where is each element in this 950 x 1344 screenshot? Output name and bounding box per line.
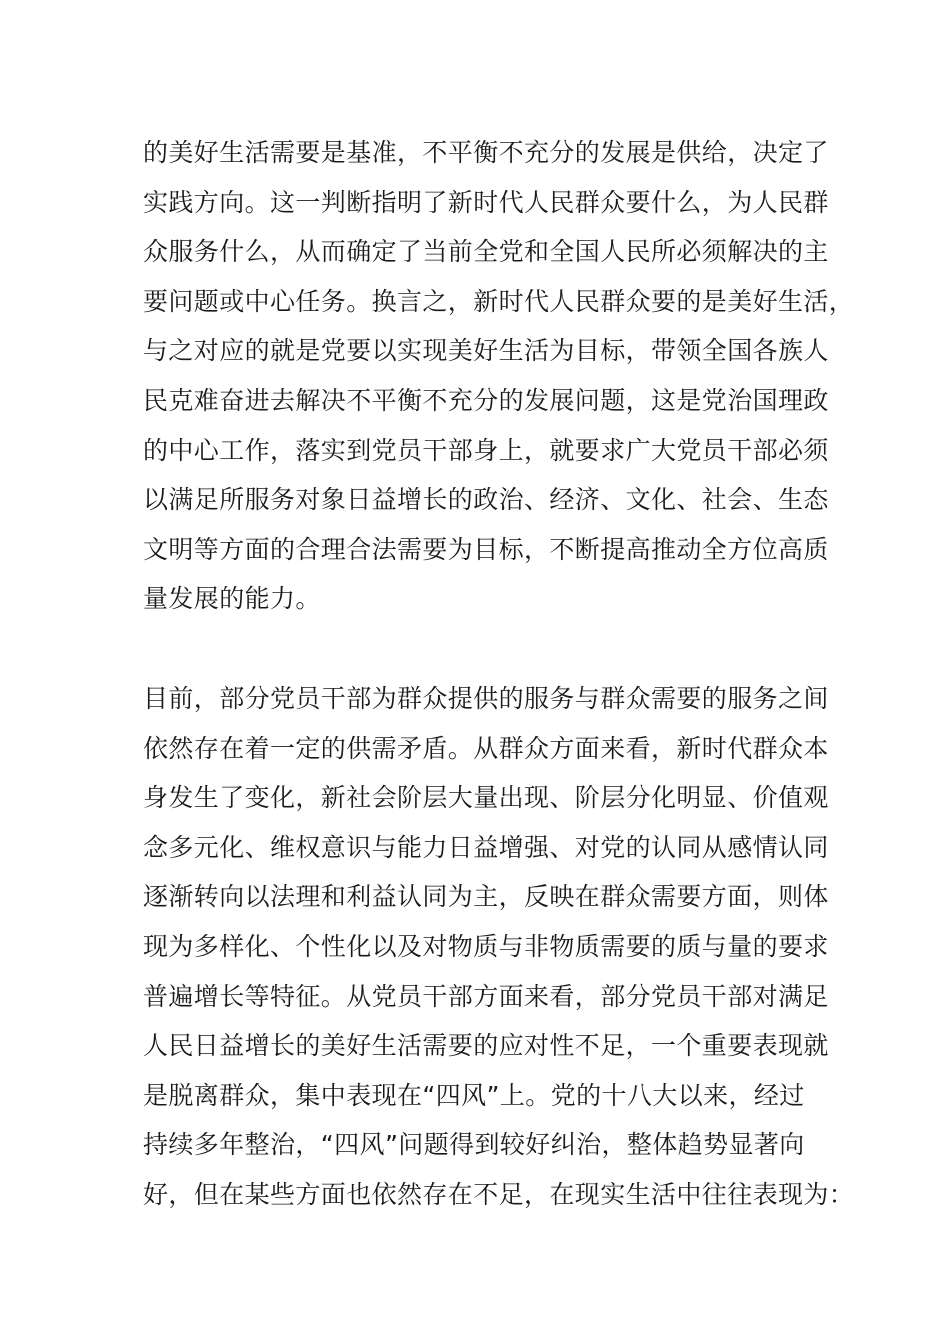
text-line: 文明等方面的合理合法需要为目标，不断提高推动全方位高质 — [143, 534, 829, 564]
text-line: 念多元化、维权意识与能力日益增强、对党的认同从感情认同 — [143, 832, 829, 862]
text-line: 普遍增长等特征。从党员干部方面来看，部分党员干部对满足 — [143, 981, 829, 1011]
paragraph-2 — [143, 674, 855, 1220]
text-line: 要问题或中心任务。换言之，新时代人民群众要的是美好生活， — [143, 286, 855, 316]
paragraph-1 — [143, 128, 855, 624]
text-line: 逐渐转向以法理和利益认同为主，反映在群众需要方面，则体 — [143, 882, 829, 912]
text-line: 持续多年整治，“四风”问题得到较好纠治，整体趋势显著向 — [143, 1130, 805, 1160]
text-line: 是脱离群众，集中表现在“四风”上。党的十八大以来，经过 — [143, 1080, 805, 1110]
text-line: 量发展的能力。 — [143, 584, 321, 614]
text-line: 身发生了变化，新社会阶层大量出现、阶层分化明显、价值观 — [143, 783, 829, 813]
text-line: 与之对应的就是党要以实现美好生活为目标，带领全国各族人 — [143, 336, 829, 366]
text-line: 的中心工作，落实到党员干部身上，就要求广大党员干部必须 — [143, 435, 829, 465]
text-line: 众服务什么，从而确定了当前全党和全国人民所必须解决的主 — [143, 237, 829, 267]
text-line: 现为多样化、个性化以及对物质与非物质需要的质与量的要求 — [143, 931, 829, 961]
text-line: 民克难奋进去解决不平衡不充分的发展问题，这是党治国理政 — [143, 385, 829, 415]
text-line: 依然存在着一定的供需矛盾。从群众方面来看，新时代群众本 — [143, 733, 829, 763]
text-line: 目前，部分党员干部为群众提供的服务与群众需要的服务之间 — [143, 684, 829, 713]
text-line: 以满足所服务对象日益增长的政治、经济、文化、社会、生态 — [143, 485, 829, 515]
text-line: 人民日益增长的美好生活需要的应对性不足，一个重要表现就 — [143, 1031, 829, 1061]
text-line: 实践方向。这一判断指明了新时代人民群众要什么，为人民群 — [143, 187, 829, 217]
text-line: 的美好生活需要是基准，不平衡不充分的发展是供给，决定了 — [143, 138, 829, 167]
text-line: 好，但在某些方面也依然存在不足，在现实生活中往往表现为： — [143, 1179, 855, 1209]
